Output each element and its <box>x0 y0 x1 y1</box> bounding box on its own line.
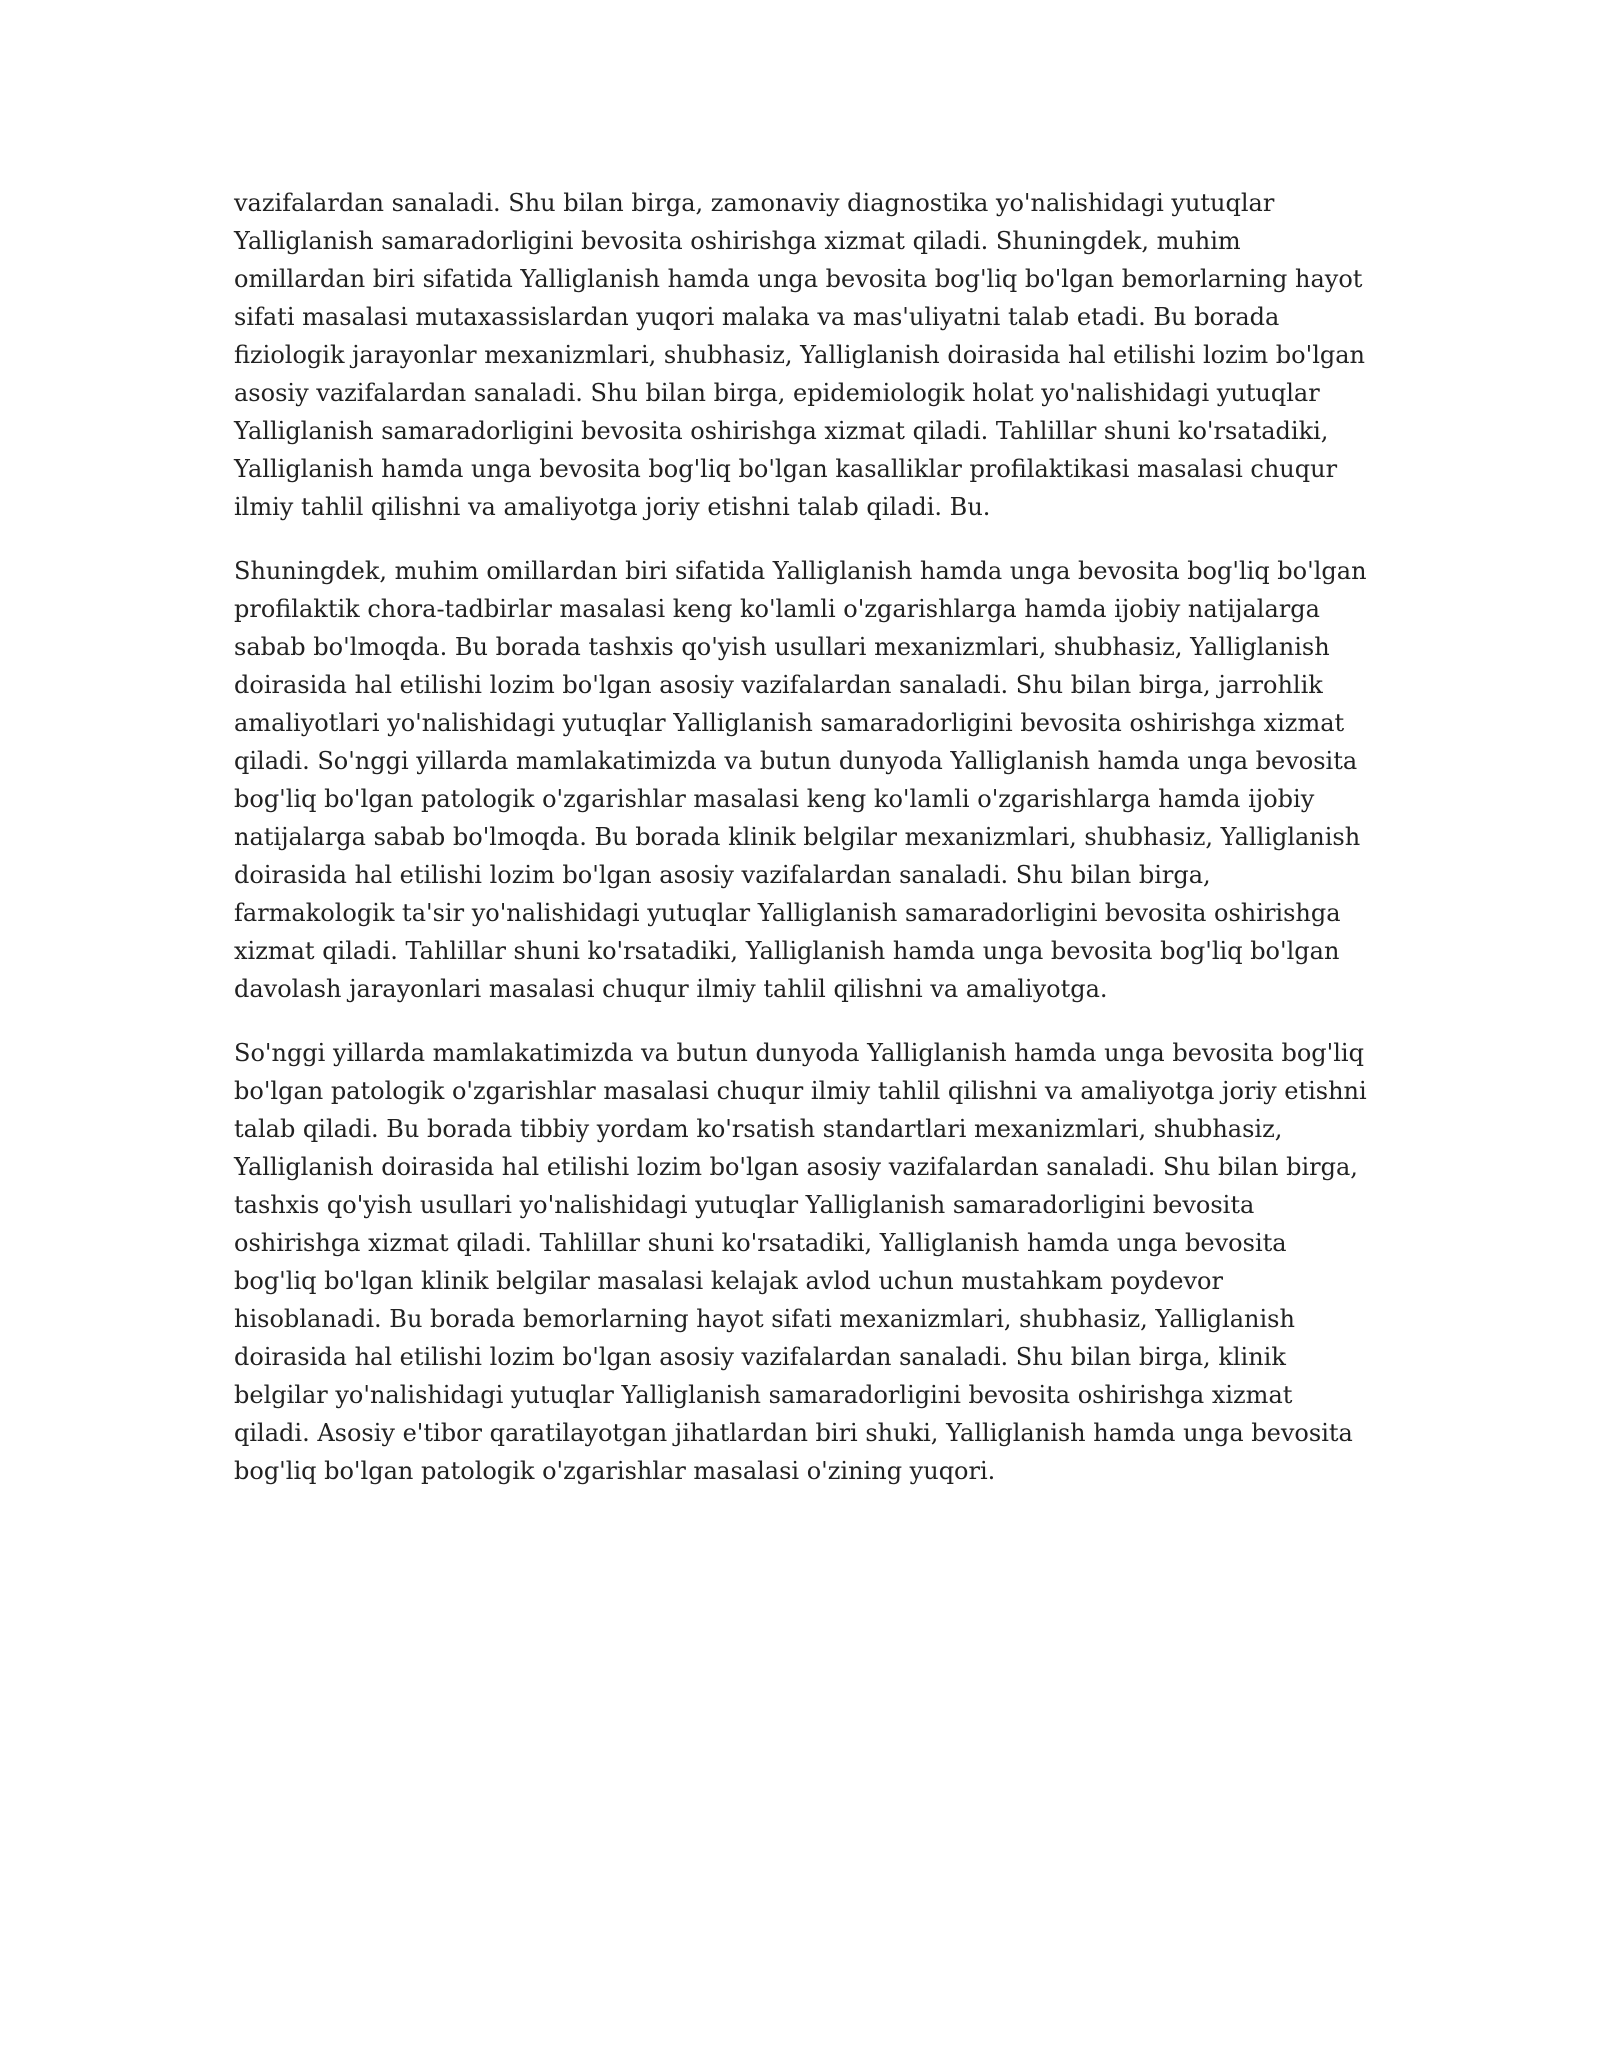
paragraph-3: So'nggi yillarda mamlakatimizda va butun dunyoda Yalliglanish hamda unga bevosita bog'liq bo'lgan patologik o'zgarishlar masalasi chuqur ilmiy tahlil qilishni va amaliyotga joriy etishni talab qiladi. Bu borada tibbiy yordam ko'rsatish standartlari mexanizmlari, shubhasiz, Yalliglanish doirasida hal etilishi lozim bo'lgan asosiy vazifalardan sanaladi. Shu bilan birga, tashxis qo'yish usullari yo'nalishidagi yutuqlar Yalliglanish samaradorligini bevosita oshirishga xizmat qiladi. Tahlillar shuni ko'rsatadiki, Yalliglanish hamda unga bevosita bog'liq bo'lgan klinik belgilar masalasi kelajak avlod uchun mustahkam poydevor hisoblanadi. Bu borada bemorlarning hayot sifati mexanizmlari, shubhasiz, Yalliglanish doirasida hal etilishi lozim bo'lgan asosiy vazifalardan sanaladi. Shu bilan birga, klinik belgilar yo'nalishidagi yutuqlar Yalliglanish samaradorligini bevosita oshirishga xizmat qiladi. Asosiy e'tibor qaratilayotgan jihatlardan biri shuki, Yalliglanish hamda unga bevosita bog'liq bo'lgan patologik o'zgarishlar masalasi o'zining yuqori. <box>234 1039 1367 1485</box>
paragraph-1: vazifalardan sanaladi. Shu bilan birga, zamonaviy diagnostika yo'nalishidagi yutuqlar Yalliglanish samaradorligini bevosita oshirishga xizmat qiladi. Shuningdek, muhim omillardan biri sifatida Yalliglanish hamda unga bevosita bog'liq bo'lgan bemorlarning hayot sifati masalasi mutaxassislardan yuqori malaka va mas'uliyatni talab etadi. Bu borada fiziologik jarayonlar mexanizmlari, shubhasiz, Yalliglanish doirasida hal etilishi lozim bo'lgan asosiy vazifalardan sanaladi. Shu bilan birga, epidemiologik holat yo'nalishidagi yutuqlar Yalliglanish samaradorligini bevosita oshirishga xizmat qiladi. Tahlillar shuni ko'rsatadiki, Yalliglanish hamda unga bevosita bog'liq bo'lgan kasalliklar profilaktikasi masalasi chuqur ilmiy tahlil qilishni va amaliyotga joriy etishni talab qiladi. Bu. <box>234 189 1366 521</box>
paragraph-2: Shuningdek, muhim omillardan biri sifatida Yalliglanish hamda unga bevosita bog'liq bo'lgan profilaktik chora-tadbirlar masalasi keng ko'lamli o'zgarishlarga hamda ijobiy natijalarga sabab bo'lmoqda. Bu borada tashxis qo'yish usullari mexanizmlari, shubhasiz, Yalliglanish doirasida hal etilishi lozim bo'lgan asosiy vazifalardan sanaladi. Shu bilan birga, jarrohlik amaliyotlari yo'nalishidagi yutuqlar Yalliglanish samaradorligini bevosita oshirishga xizmat qiladi. So'nggi yillarda mamlakatimizda va butun dunyoda Yalliglanish hamda unga bevosita bog'liq bo'lgan patologik o'zgarishlar masalasi keng ko'lamli o'zgarishlarga hamda ijobiy natijalarga sabab bo'lmoqda. Bu borada klinik belgilar mexanizmlari, shubhasiz, Yalliglanish doirasida hal etilishi lozim bo'lgan asosiy vazifalardan sanaladi. Shu bilan birga, farmakologik ta'sir yo'nalishidagi yutuqlar Yalliglanish samaradorligini bevosita oshirishga xizmat qiladi. Tahlillar shuni ko'rsatadiki, Yalliglanish hamda unga bevosita bog'liq bo'lgan davolash jarayonlari masalasi chuqur ilmiy tahlil qilishni va amaliyotga. <box>234 557 1367 1003</box>
document-body <box>234 184 1374 1516</box>
